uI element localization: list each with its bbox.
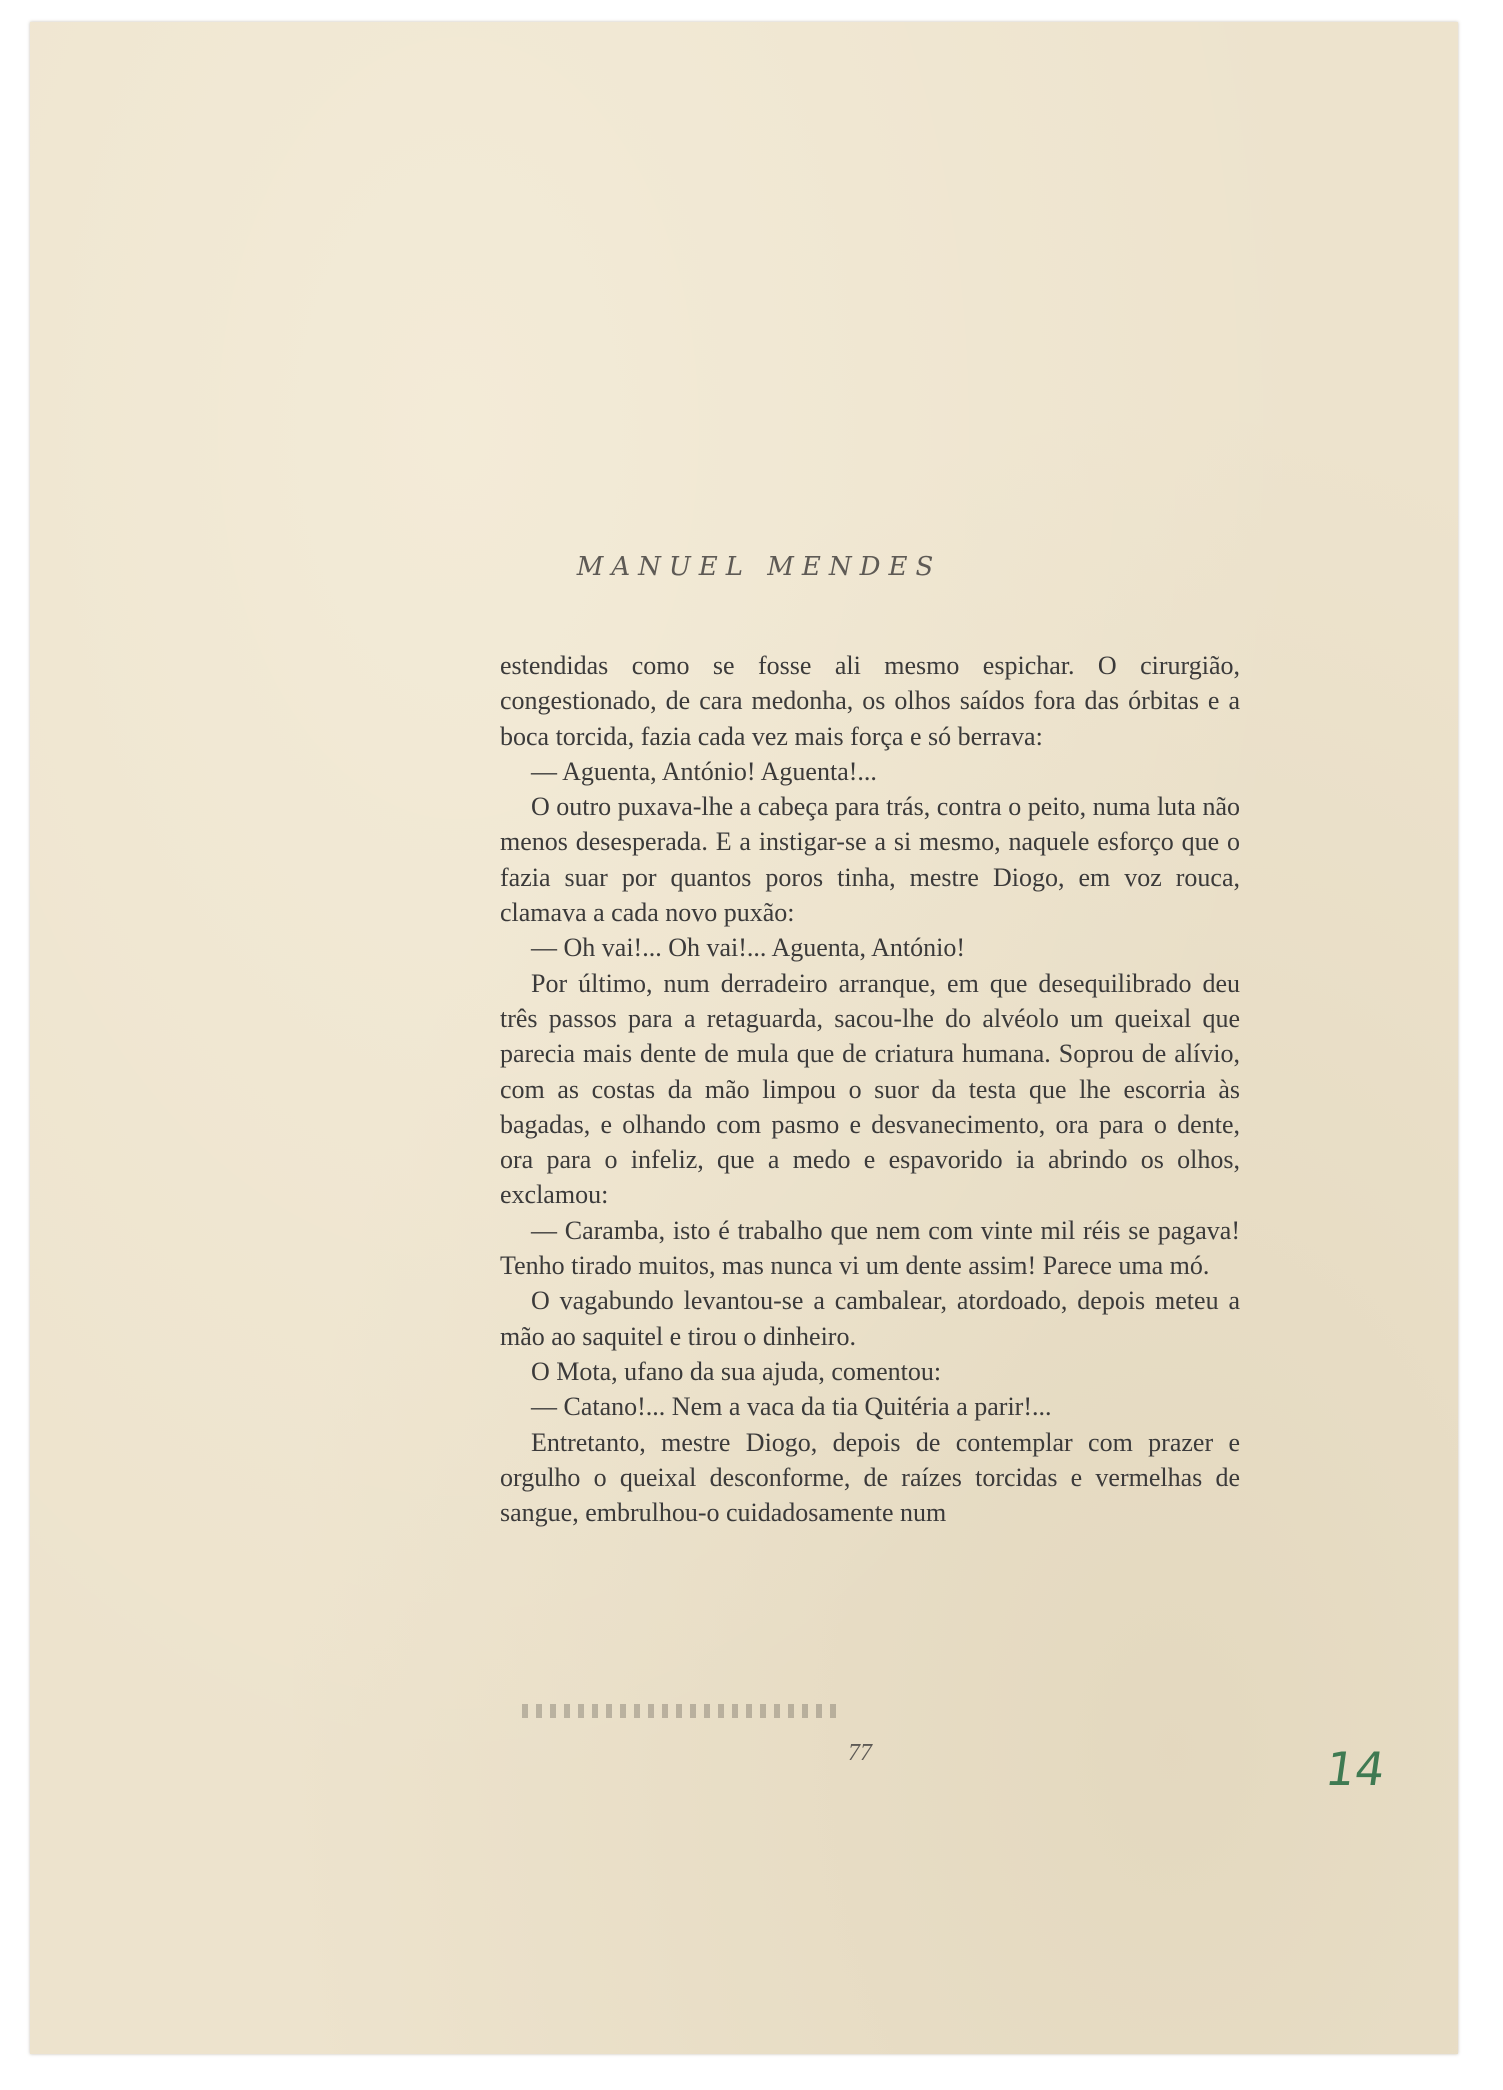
paragraph: Por último, num derradeiro arranque, em que desequilibrado deu três passos para a retaguarda, sacou-lhe do alvéolo um queixal que parecia mais dente de mula que de criatura humana. Soprou de alívio, com as costas da mão limpou o suor da testa que lhe escorria às bagadas, e olhando com pasmo e desvanecimento, ora para o dente, ora para o infeliz, que a medo e espavorido ia abrindo os olhos, exclamou: — [500, 968, 1240, 1210]
paragraph: — Catano!... Nem a vaca da tia Quitéria a parir!... — [531, 1392, 1052, 1422]
handwritten-margin-note: 14 — [1322, 1742, 1389, 1796]
running-header: MANUEL MENDES — [576, 552, 942, 582]
book-page — [30, 22, 1458, 2054]
paragraph: O vagabundo levantou-se a cambalear, atordoado, depois meteu a mão ao saquitel e tirou o dinheiro. — [500, 1286, 1240, 1351]
illegible-line-smudge — [522, 1704, 842, 1718]
paragraph: Entretanto, mestre Diogo, depois de contemplar com prazer e orgulho o queixal desconforme, de raízes torcidas e vermelhas de sangue, embrulhou-o cuidadosamente num — [500, 1427, 1240, 1528]
paragraph: estendidas como se fosse ali mesmo espichar. O cirurgião, congestionado, de cara medonha, os olhos saídos fora das órbitas e a boca torcida, fazia cada vez mais força e só berrava: — [500, 651, 1240, 751]
paragraph: — Caramba, isto é trabalho que nem com vinte mil réis se pagava! Tenho tirado muitos, mas nunca vi um dente assim! Parece uma mó. — [500, 1215, 1240, 1281]
paragraph: — Oh vai!... Oh vai!... Aguenta, António! — [531, 933, 965, 963]
paragraph: O Mota, ufano da sua ajuda, comentou: — [531, 1356, 942, 1386]
body-text — [500, 648, 1240, 1530]
paragraph: — Aguenta, António! Aguenta!... — [531, 756, 877, 786]
paragraph: O outro puxava-lhe a cabeça para trás, contra o peito, numa luta não menos desesperada. E a instigar-se a si mesmo, naquele esforço que o fazia suar por quantos poros tinha, mestre Diogo, em voz rouca, clamava a cada novo puxão: — [500, 792, 1240, 928]
page-number: 77 — [848, 1740, 872, 1766]
